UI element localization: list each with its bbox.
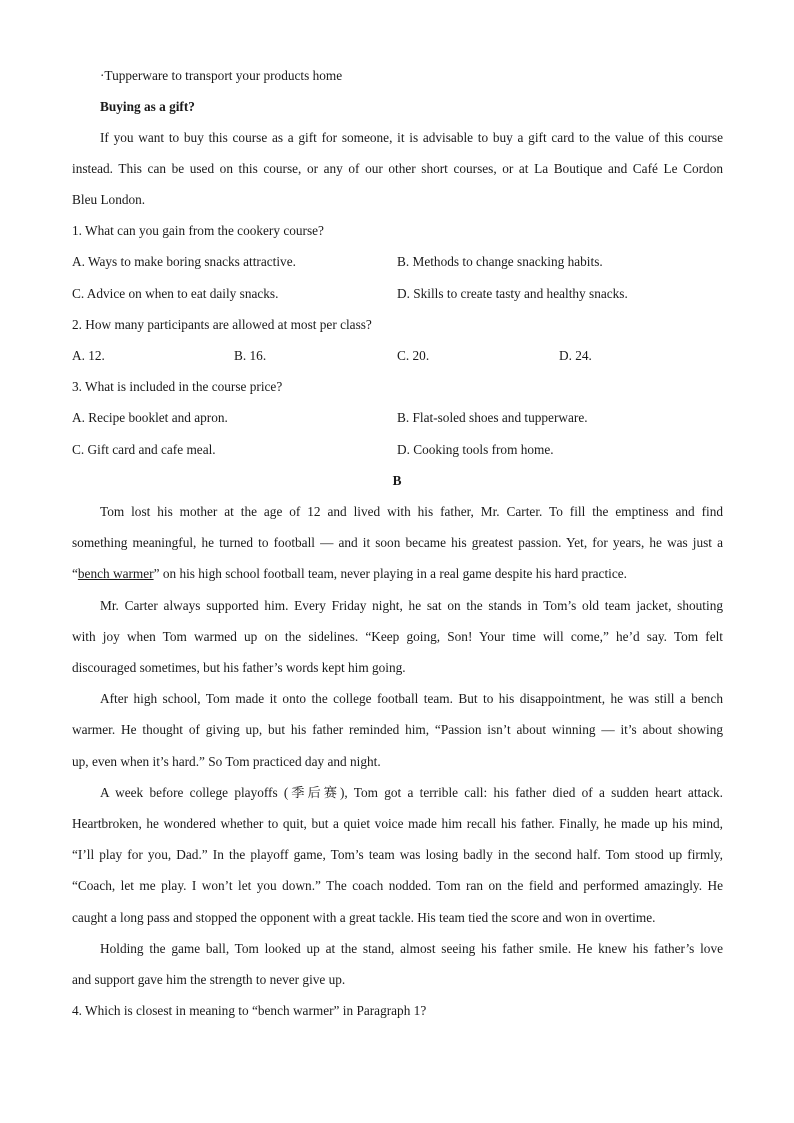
open-quote: “ [72,566,78,581]
section-heading-gift: Buying as a gift? [100,99,195,114]
paragraph-line: Mr. Carter always supported him. Every Friday night, he sat on the stands in Tom’s old team jacket, shouting [100,598,723,613]
q3-option-c: C. Gift card and cafe meal. [72,442,216,457]
paragraph-line: and support gave him the strength to never give up. [72,972,346,987]
underlined-term: bench warmer [77,566,154,581]
line-text: ” on his high school football team, never playing in a real game despite his hard practice. [153,566,627,581]
paragraph-line: something meaningful, he turned to football — and it soon became his greatest passion. Yet, for years, he was just a [72,535,723,550]
paragraph-line: Holding the game ball, Tom looked up at the stand, almost seeing his father smile. He knew his father’s love [100,941,723,956]
paragraph-line: warmer. He thought of giving up, but his father reminded him, “Passion isn’t about winning — it’s about showing [72,722,723,737]
paragraph-line: “I’ll play for you, Dad.” In the playoff game, Tom’s team was losing badly in the second half. Tom stood up firmly, [72,847,723,862]
paragraph-line: A week before college playoffs (季后赛), Tom got a terrible call: his father died of a sudden heart attack. [100,785,723,800]
q2-option-b: B. 16. [234,348,267,363]
paragraph-line: discouraged sometimes, but his father’s words kept him going. [72,660,406,675]
section-heading-b: B [392,473,402,488]
paragraph-line: caught a long pass and stopped the opponent with a great tackle. His team tied the score and won in overtime. [72,910,656,925]
q1-option-a: A. Ways to make boring snacks attractive. [72,254,296,269]
paragraph-line: instead. This can be used on this course, or any of our other short courses, or at La Boutique and Café Le Cordon [72,161,723,176]
paragraph-line: Bleu London. [72,192,146,207]
q3-option-d: D. Cooking tools from home. [397,442,554,457]
paragraph-line: Heartbroken, he wondered whether to quit, but a quiet voice made him recall his father. Finally, he made up his mind, [72,816,723,831]
bullet-item: ·Tupperware to transport your products home [100,68,343,83]
q3-option-a: A. Recipe booklet and apron. [72,410,228,425]
q1-option-c: C. Advice on when to eat daily snacks. [72,286,279,301]
q3-option-b: B. Flat-soled shoes and tupperware. [397,410,588,425]
paragraph-line: with joy when Tom warmed up on the sidelines. “Keep going, Son! Your time will come,” he’d say. Tom felt [72,629,723,644]
paragraph-line: Tom lost his mother at the age of 12 and lived with his father, Mr. Carter. To fill the emptiness and find [100,504,723,519]
question-2: 2. How many participants are allowed at most per class? [72,317,372,332]
q1-option-b: B. Methods to change snacking habits. [397,254,603,269]
question-1: 1. What can you gain from the cookery course? [72,223,324,238]
paragraph-line: up, even when it’s hard.” So Tom practiced day and night. [72,754,381,769]
paragraph-line [72,566,723,582]
question-3: 3. What is included in the course price? [72,379,283,394]
paragraph-line: If you want to buy this course as a gift for someone, it is advisable to buy a gift card to the value of this course [100,130,723,145]
q1-option-d: D. Skills to create tasty and healthy snacks. [397,286,628,301]
paragraph-line: After high school, Tom made it onto the college football team. But to his disappointment, he was still a bench [100,691,723,706]
q2-option-d: D. 24. [559,348,592,363]
paragraph-line: “Coach, let me play. I won’t let you down.” The coach nodded. Tom ran on the field and performed amazingly. He [72,878,723,893]
question-4: 4. Which is closest in meaning to “bench warmer” in Paragraph 1? [72,1003,427,1018]
q2-option-c: C. 20. [397,348,430,363]
q2-option-a: A. 12. [72,348,105,363]
